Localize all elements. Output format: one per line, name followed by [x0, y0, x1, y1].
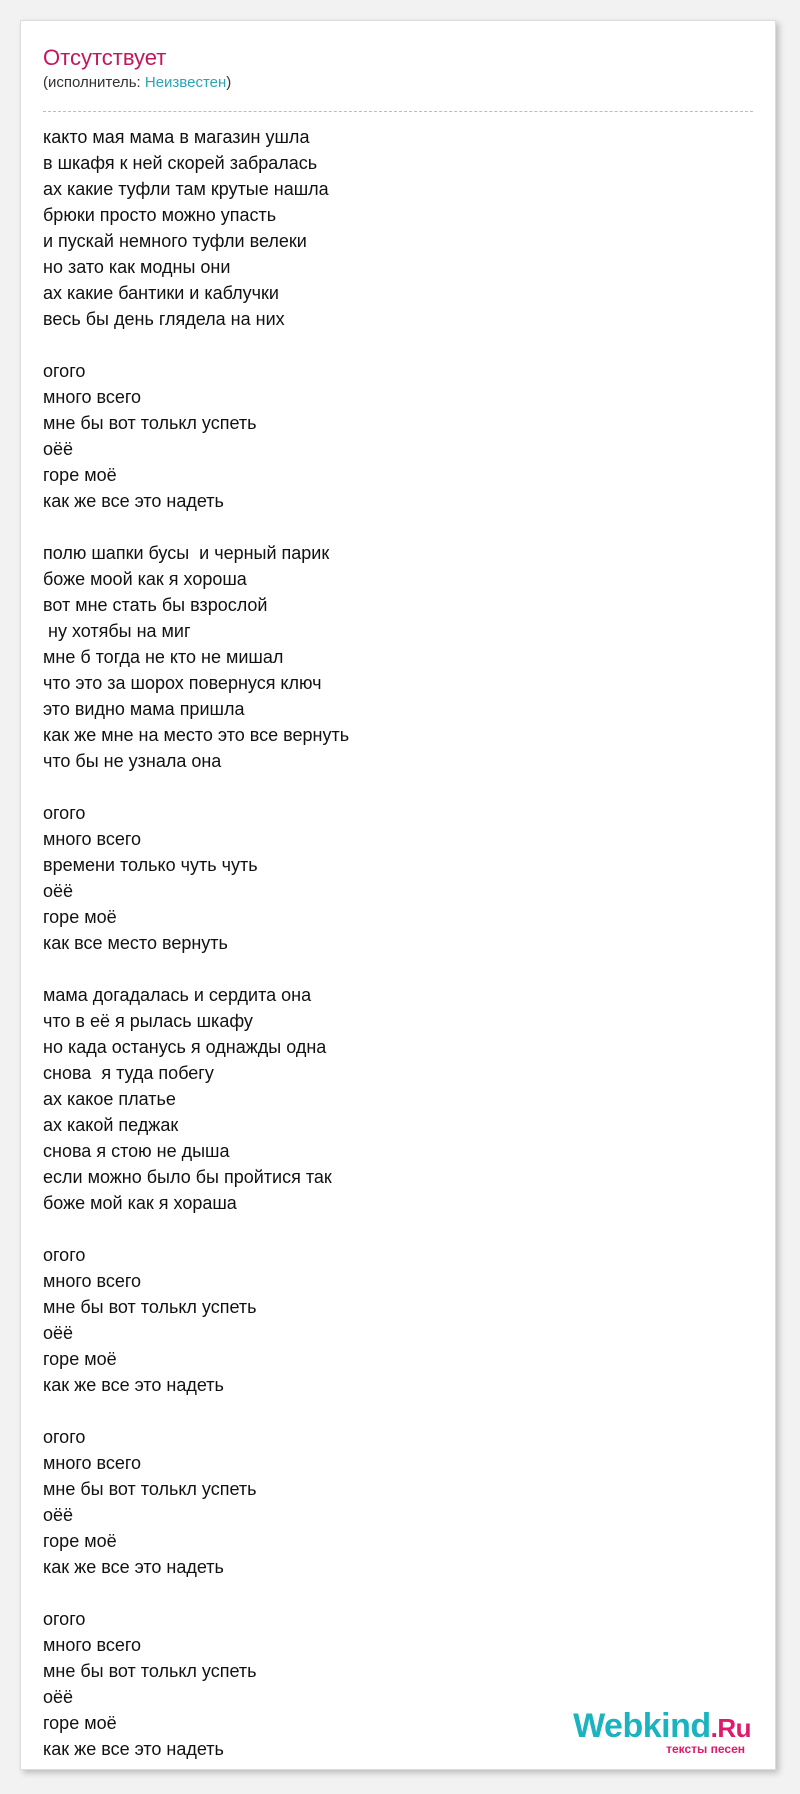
logo-tld: .Ru: [710, 1713, 751, 1743]
lyrics-text: [43, 124, 743, 1788]
lyrics-line: оёё: [43, 1505, 74, 1525]
lyrics-line: но када останусь я однажды одна: [43, 1037, 327, 1057]
lyrics-line: много всего: [43, 387, 142, 407]
lyrics-line: как же все это надеть: [43, 1739, 224, 1759]
lyrics-line: что бы не узнала она: [43, 751, 222, 771]
lyrics-line: времени только чуть чуть: [43, 855, 258, 875]
lyrics-line: много всего: [43, 829, 142, 849]
lyrics-line: мне бы вот толькл успеть: [43, 1479, 257, 1499]
lyrics-stanza: [43, 1424, 743, 1580]
lyrics-line: горе моё: [43, 1713, 117, 1733]
performer-prefix: (исполнитель:: [43, 74, 145, 91]
lyrics-line: и пускай немного туфли велеки: [43, 231, 307, 251]
lyrics-line: что это за шорох повернуся ключ: [43, 673, 322, 693]
lyrics-line: ну хотябы на миг: [43, 621, 191, 641]
lyrics-line: снова я стою не дыша: [43, 1141, 230, 1161]
lyrics-line: огого: [43, 1427, 86, 1447]
performer-link[interactable]: Неизвестен: [144, 74, 227, 91]
lyrics-line: боже моой как я хороша: [43, 569, 247, 589]
performer-line: [43, 73, 753, 93]
lyrics-line: ах какие бантики и каблучки: [43, 283, 279, 303]
lyrics-stanza: [43, 540, 743, 774]
lyrics-line: огого: [43, 803, 86, 823]
lyrics-line: в шкафя к ней скорей забралась: [43, 153, 318, 173]
lyrics-line: мне б тогда не кто не мишал: [43, 647, 284, 667]
lyrics-line: много всего: [43, 1453, 142, 1473]
lyrics-line: огого: [43, 361, 86, 381]
header-divider: [43, 111, 753, 112]
lyrics-line: боже мой как я хораша: [43, 1193, 237, 1213]
lyrics-stanza: [43, 982, 743, 1216]
performer-suffix: ): [226, 74, 232, 91]
lyrics-line: полю шапки бусы и черный парик: [43, 543, 330, 563]
lyrics-line: как же все это надеть: [43, 1375, 224, 1395]
lyrics-line: мне бы вот толькл успеть: [43, 1297, 257, 1317]
lyrics-line: оёё: [43, 1687, 74, 1707]
lyrics-line: это видно мама пришла: [43, 699, 245, 719]
lyrics-line: весь бы день глядела на них: [43, 309, 285, 329]
lyrics-line: как же мне на место это все вернуть: [43, 725, 350, 745]
lyrics-line: мама догадалась и сердита она: [43, 985, 312, 1005]
lyrics-line: брюки просто можно упасть: [43, 205, 277, 225]
lyrics-line: оёё: [43, 881, 74, 901]
lyrics-stanza: [43, 124, 743, 332]
lyrics-line: но зато как модны они: [43, 257, 231, 277]
lyrics-page: [20, 20, 776, 1770]
lyrics-line: ах какое платье: [43, 1089, 176, 1109]
logo-brand: Webkind: [573, 1707, 711, 1745]
lyrics-line: както мая мама в магазин ушла: [43, 127, 310, 147]
lyrics-line: горе моё: [43, 1531, 117, 1551]
lyrics-line: много всего: [43, 1271, 142, 1291]
lyrics-line: что в её я рылась шкафу: [43, 1011, 253, 1031]
logo-wordmark: [573, 1709, 751, 1745]
lyrics-line: мне бы вот толькл успеть: [43, 1661, 257, 1681]
lyrics-line: горе моё: [43, 1349, 117, 1369]
song-title: Отсутствует: [43, 45, 167, 70]
lyrics-line: ах какие туфли там крутые нашла: [43, 179, 329, 199]
site-logo[interactable]: [573, 1709, 751, 1755]
lyrics-line: горе моё: [43, 907, 117, 927]
song-header: [43, 43, 753, 93]
lyrics-stanza: [43, 800, 743, 956]
lyrics-line: снова я туда побегу: [43, 1063, 214, 1083]
lyrics-line: как все место вернуть: [43, 933, 228, 953]
lyrics-stanza: [43, 358, 743, 514]
lyrics-stanza: [43, 1242, 743, 1398]
lyrics-line: вот мне стать бы взрослой: [43, 595, 268, 615]
lyrics-line: мне бы вот толькл успеть: [43, 413, 257, 433]
lyrics-line: горе моё: [43, 465, 117, 485]
lyrics-line: как же все это надеть: [43, 1557, 224, 1577]
lyrics-line: оёё: [43, 439, 74, 459]
lyrics-line: много всего: [43, 1635, 142, 1655]
lyrics-line: огого: [43, 1609, 86, 1629]
lyrics-line: огого: [43, 1245, 86, 1265]
lyrics-line: если можно было бы пройтися так: [43, 1167, 332, 1187]
lyrics-line: оёё: [43, 1323, 74, 1343]
lyrics-line: как же все это надеть: [43, 491, 224, 511]
lyrics-line: ах какой педжак: [43, 1115, 179, 1135]
logo-tagline: тексты песен: [666, 1742, 745, 1756]
